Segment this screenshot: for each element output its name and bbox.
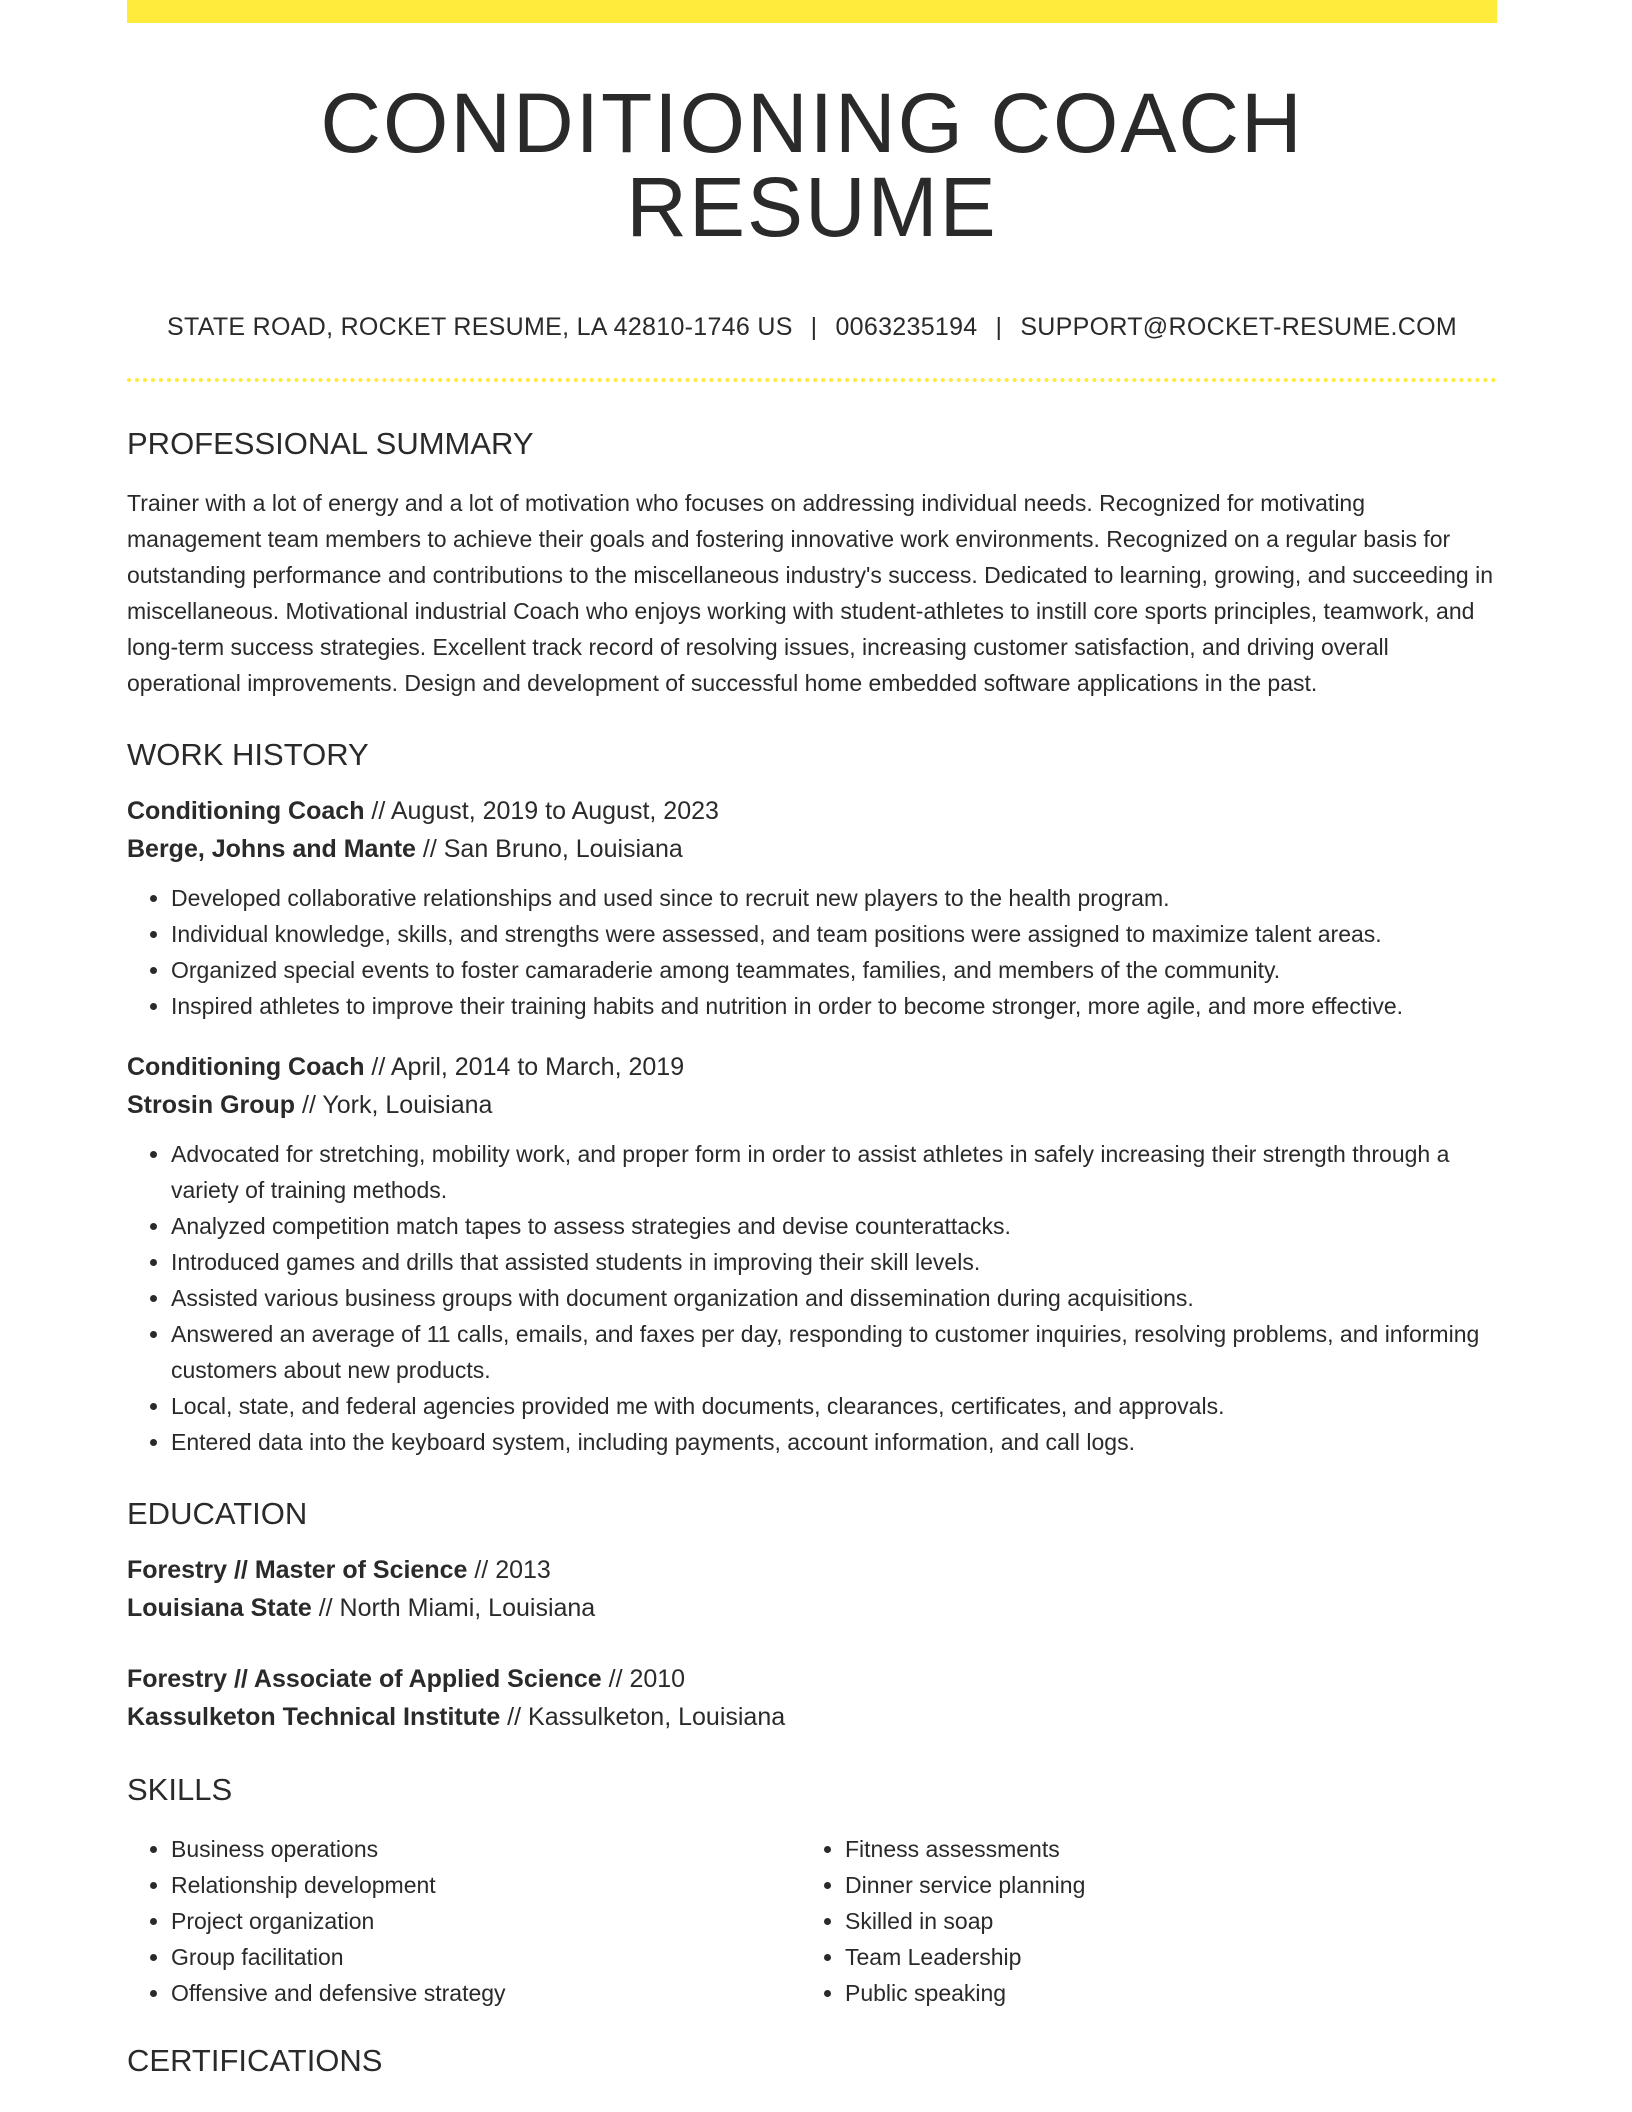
accent-bar [127, 0, 1497, 23]
school-line [127, 1698, 1497, 1736]
resume-title: CONDITIONING COACH RESUME [320, 76, 1304, 254]
skill-item: • Team Leadership [845, 1939, 1475, 1975]
skill-item: • Dinner service planning [845, 1867, 1475, 1903]
skills-columns [127, 1831, 1497, 2011]
job-location: // York, Louisiana [295, 1091, 493, 1119]
job-bullet: • Organized special events to foster camaraderie among teammates, families, and members of the community. [171, 952, 1497, 988]
education-entry [127, 1660, 1497, 1736]
job-bullet: • Local, state, and federal agencies provided me with documents, clearances, certificates, and approvals. [171, 1388, 1497, 1424]
school-line [127, 1589, 1497, 1627]
degree-line [127, 1660, 1497, 1698]
contact-line [127, 315, 1497, 340]
education-heading: EDUCATION [127, 1496, 308, 1531]
job-bullet: • Introduced games and drills that assisted students in improving their skill levels. [171, 1244, 1497, 1280]
job-location: // San Bruno, Louisiana [415, 835, 683, 863]
job-bullet: • Inspired athletes to improve their training habits and nutrition in order to become stronger, more agile, and more effective. [171, 988, 1497, 1024]
contact-address: STATE ROAD, ROCKET RESUME, LA 42810-1746 US [167, 313, 793, 341]
work-history-heading: WORK HISTORY [127, 737, 369, 772]
degree-line [127, 1551, 1497, 1589]
skill-item: • Project organization [171, 1903, 801, 1939]
job-company-line [127, 830, 1497, 868]
job-company-line [127, 1086, 1497, 1124]
job-bullet: • Assisted various business groups with document organization and dissemination during acquisitions. [171, 1280, 1497, 1316]
job-bullet: • Entered data into the keyboard system, including payments, account information, and call logs. [171, 1424, 1497, 1460]
job-bullet: • Developed collaborative relationships and used since to recruit new players to the health program. [171, 880, 1497, 916]
school-location: // Kassulketon, Louisiana [500, 1703, 786, 1731]
certifications-heading: CERTIFICATIONS [127, 2043, 383, 2078]
job-bullet: • Answered an average of 11 calls, emails, and faxes per day, responding to customer inquiries, resolving problems, and informing customers about new products. [171, 1316, 1497, 1388]
skill-item: • Skilled in soap [845, 1903, 1475, 1939]
skill-item: • Group facilitation [171, 1939, 801, 1975]
job-entry [127, 1048, 1497, 1460]
school-location: // North Miami, Louisiana [311, 1594, 596, 1622]
job-role: Conditioning Coach [127, 1053, 365, 1081]
skills-list-right [801, 1831, 1475, 2011]
job-company: Berge, Johns and Mante [127, 835, 416, 863]
job-bullets [127, 880, 1497, 1024]
degree-name: Forestry // Master of Science [127, 1556, 468, 1584]
job-bullets [127, 1136, 1497, 1460]
school-name: Kassulketon Technical Institute [127, 1703, 501, 1731]
job-company: Strosin Group [127, 1091, 296, 1119]
education-entry [127, 1551, 1497, 1627]
degree-year: // 2010 [601, 1665, 686, 1693]
skills-heading: SKILLS [127, 1772, 233, 1807]
skill-item: • Fitness assessments [845, 1831, 1475, 1867]
job-title-line [127, 792, 1497, 830]
contact-email[interactable]: SUPPORT@ROCKET-RESUME.COM [1020, 313, 1457, 341]
job-title-line [127, 1048, 1497, 1086]
degree-name: Forestry // Associate of Applied Science [127, 1665, 602, 1693]
job-entry [127, 792, 1497, 1024]
skill-item: • Relationship development [171, 1867, 801, 1903]
contact-phone: 0063235194 [835, 313, 978, 341]
job-bullet: • Advocated for stretching, mobility work, and proper form in order to assist athletes in safely increasing their strength through a variety of training methods. [171, 1136, 1497, 1208]
job-role: Conditioning Coach [127, 797, 365, 825]
job-bullet: • Analyzed competition match tapes to assess strategies and devise counterattacks. [171, 1208, 1497, 1244]
degree-year: // 2013 [467, 1556, 551, 1584]
dotted-divider [127, 378, 1497, 382]
job-dates: // August, 2019 to August, 2023 [364, 797, 719, 825]
school-name: Louisiana State [127, 1594, 312, 1622]
contact-separator: | [995, 313, 1003, 341]
skills-list-left [127, 1831, 801, 2011]
resume-page [127, 0, 1497, 2076]
summary-heading: PROFESSIONAL SUMMARY [127, 426, 534, 461]
skill-item: • Public speaking [845, 1975, 1475, 2011]
contact-separator: | [810, 313, 818, 341]
skill-item: • Business operations [171, 1831, 801, 1867]
skill-item: • Offensive and defensive strategy [171, 1975, 801, 2011]
summary-text: Trainer with a lot of energy and a lot of motivation who focuses on addressing individual needs. Recognized for motivating management team members to achieve their goals and fostering innovative work environments. Recognized on a regular basis for outstanding performance and contributions to the miscellaneous industry's success. Dedicated to learning, growing, and succeeding in miscellaneous. Motivational industrial Coach who enjoys working with student-athletes to instill core sports principles, teamwork, and long-term success strategies. Excellent track record of resolving issues, increasing customer satisfaction, and driving overall operational improvements. Design and development of successful home embedded software applications in the past. [127, 490, 1494, 696]
job-bullet: • Individual knowledge, skills, and strengths were assessed, and team positions were assigned to maximize talent areas. [171, 916, 1497, 952]
job-dates: // April, 2014 to March, 2019 [364, 1053, 685, 1081]
